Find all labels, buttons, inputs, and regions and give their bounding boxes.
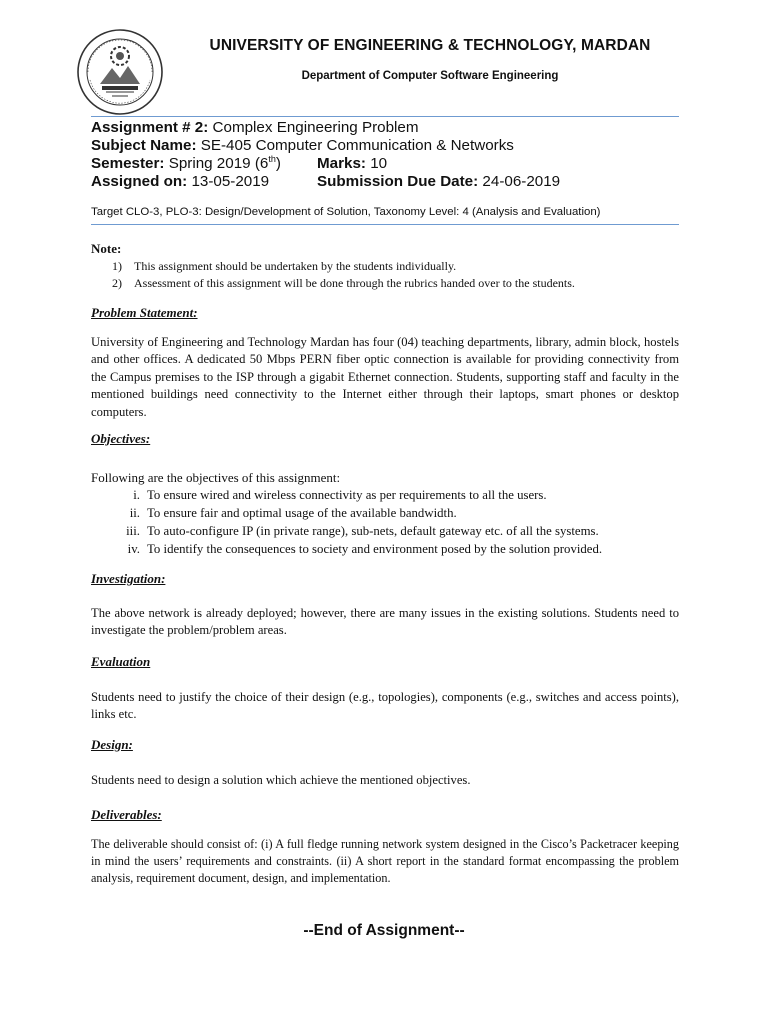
subject-label: Subject Name: [91,137,197,154]
end-of-assignment: --End of Assignment-- [303,922,465,939]
university-title: UNIVERSITY OF ENGINEERING & TECHNOLOGY, MARDAN [209,37,651,54]
list-number: 2) [112,276,122,290]
list-number: i. [133,488,140,502]
list-number: iii. [126,524,140,538]
objectives-intro: Following are the objectives of this assignment: [91,470,341,485]
note-heading: Note: [91,241,122,256]
due-value: 24-06-2019 [482,173,561,190]
list-item [104,522,694,540]
semester-close: ) [275,155,281,172]
objectives-heading: Objectives: [91,431,151,446]
meta-divider [91,224,679,225]
design-text: Students need to design a solution which achieve the mentioned objectives. [91,773,471,787]
department-name: Department of Computer Software Engineering [301,70,559,82]
deliverables-heading: Deliverables: [91,807,162,822]
list-item [104,486,694,504]
investigation-heading: Investigation: [91,571,166,586]
objectives-list [104,486,694,558]
list-number: 1) [112,259,122,273]
problem-statement-heading: Problem Statement: [91,305,198,320]
list-item [112,275,672,292]
note-list [112,258,672,292]
subject-value: SE-405 Computer Communication & Networks [200,137,514,154]
semester-superscript: th [268,153,276,164]
semester-value: Spring 2019 (6 [168,155,269,172]
list-text: This assignment should be undertaken by the students individually. [134,259,457,273]
evaluation-heading: Evaluation [91,654,151,669]
list-text: To ensure wired and wireless connectivity as per requirements to all the users. [147,488,547,502]
investigation-text: The above network is already deployed; however, there are many issues in the existing solutions. Students need to investigate the problem/problem areas. [91,606,679,638]
marks-label: Marks: [317,155,366,172]
semester-label: Semester: [91,155,165,172]
semester-row [91,154,281,173]
deliverables-text: The deliverable should consist of: (i) A full fledge running network system designed in the Cisco’s Packetracer keeping in mind the users’ requirements and constraints. (ii) A short report in the standard format encompassing the problem analysis, requirement document, design, and implementation. [91,837,679,885]
problem-statement-text: University of Engineering and Technology Mardan has four (04) teaching departments, library, admin block, hostels and other offices. A dedicated 50 Mbps PERN fiber optic connection is available for providing connectivity from the Campus premises to the ISP through a gigabit Ethernet connection. Students, supporting staff and faculty in the mentioned buildings need connectivity to the Internet either through their laptops, smart phones or desktop computers. [91,335,679,419]
target-clo: Target CLO-3, PLO-3: Design/Development of Solution, Taxonomy Level: 4 (Analysis and Evaluation) [91,206,601,218]
list-text: Assessment of this assignment will be done through the rubrics handed over to the students. [134,276,575,290]
list-text: To ensure fair and optimal usage of the available bandwidth. [147,506,457,520]
assignment-row [91,118,419,137]
marks-row [317,154,387,173]
evaluation-text: Students need to justify the choice of their design (e.g., topologies), components (e.g., switches and access points), links etc. [91,690,679,722]
assigned-value: 13-05-2019 [191,173,270,190]
list-number: iv. [127,542,140,556]
list-item [104,504,694,522]
due-date-row [317,172,560,191]
university-seal-icon [76,28,164,116]
header-divider [91,116,679,117]
list-text: To auto-configure IP (in private range), sub-nets, default gateway etc. of all the systems. [147,524,599,538]
list-item [112,258,672,275]
due-label: Submission Due Date: [317,173,479,190]
list-number: ii. [129,506,140,520]
assignment-value: Complex Engineering Problem [212,119,419,136]
assignment-label: Assignment # 2: [91,119,209,136]
assigned-row [91,172,269,191]
list-text: To identify the consequences to society and environment posed by the solution provided. [147,542,603,556]
assigned-label: Assigned on: [91,173,188,190]
design-heading: Design: [91,737,133,752]
marks-value: 10 [370,155,388,172]
subject-row [91,136,514,155]
list-item [104,540,694,558]
